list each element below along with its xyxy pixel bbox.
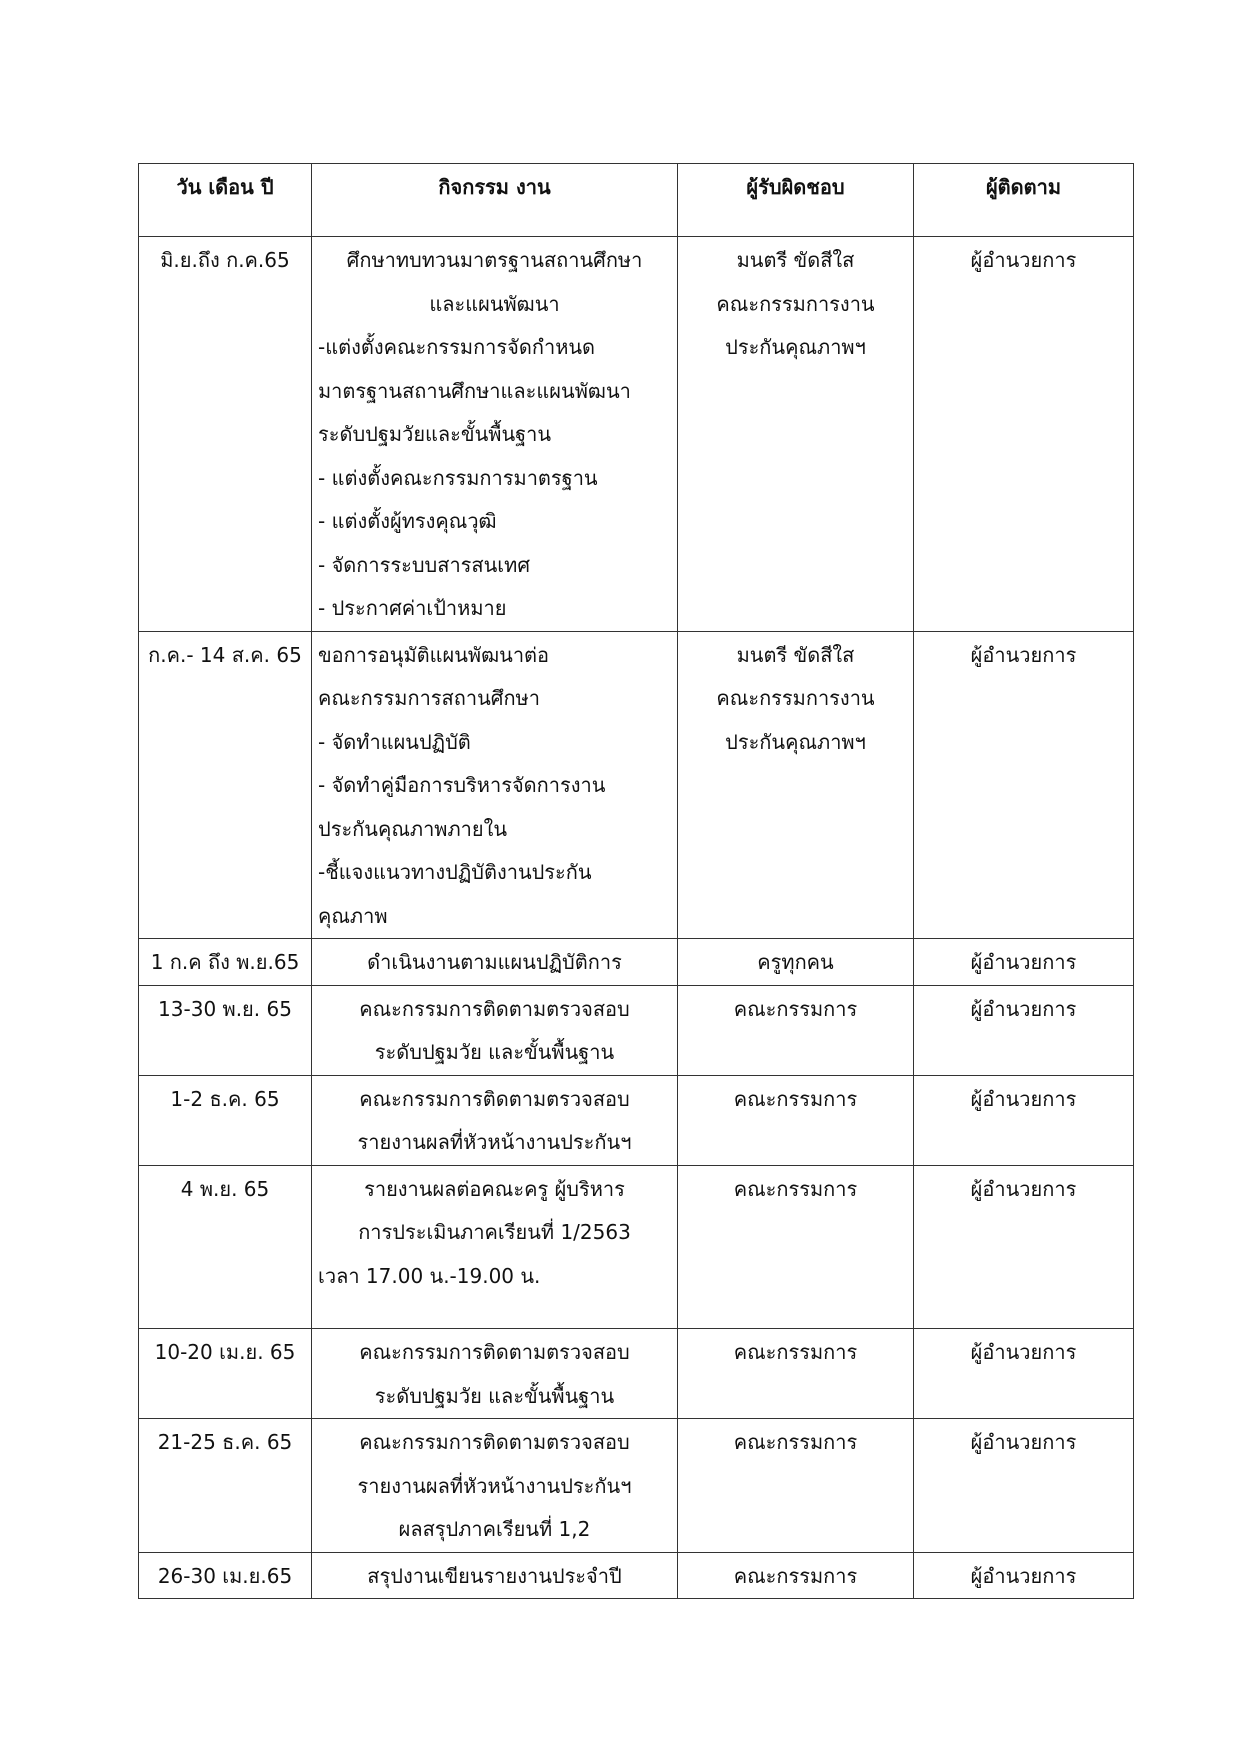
activity-line: คุณภาพ (318, 903, 388, 928)
activity-line: ขอการอนุมัติแผนพัฒนาต่อ (318, 642, 550, 667)
cell-responsible (678, 1552, 914, 1599)
responsible-line: ครูทุกคน (757, 950, 834, 974)
table-row (139, 985, 1134, 1075)
activity-line: ระดับปฐมวัย และขั้นพื้นฐาน (374, 1383, 615, 1408)
activity-line: ศึกษาทบทวนมาตรฐานสถานศึกษา (346, 248, 643, 272)
cell-follower: ผู้อำนวยการ (914, 1419, 1134, 1553)
activity-line: ผลสรุปภาคเรียนที่ 1,2 (398, 1517, 591, 1541)
responsible-line: คณะกรรมการ (733, 1176, 858, 1201)
cell-follower: ผู้อำนวยการ (914, 631, 1134, 939)
cell-date: ก.ค.- 14 ส.ค. 65 (139, 631, 312, 939)
header-date: วัน เดือน ปี (139, 164, 312, 237)
cell-responsible (678, 1329, 914, 1419)
responsible-line: คณะกรรมการงาน (716, 686, 875, 710)
cell-activity (312, 1552, 678, 1599)
activity-line: คณะกรรมการสถานศึกษา (318, 686, 540, 710)
responsible-line: มนตรี ขัดสีใส (736, 642, 855, 667)
activity-line: ระดับปฐมวัย และขั้นพื้นฐาน (374, 1040, 615, 1064)
table-row (139, 1552, 1134, 1599)
table-row (139, 1419, 1134, 1553)
cell-responsible (678, 631, 914, 939)
header-responsible: ผู้รับผิดชอบ (678, 164, 914, 237)
cell-activity (312, 1075, 678, 1165)
cell-date: 10-20 เม.ย. 65 (139, 1329, 312, 1419)
responsible-line: คณะกรรมการ (733, 996, 858, 1021)
table-row (139, 1329, 1134, 1419)
cell-date: 1 ก.ค ถึง พ.ย.65 (139, 939, 312, 986)
activity-line: รายงานผลต่อคณะครู ผู้บริหาร (364, 1176, 625, 1201)
activity-line: - จัดทำคู่มือการบริหารจัดการงาน (318, 773, 606, 797)
cell-activity (312, 1165, 678, 1329)
cell-date: มิ.ย.ถึง ก.ค.65 (139, 237, 312, 632)
table-row (139, 237, 1134, 632)
cell-activity (312, 939, 678, 986)
activity-line: -แต่งตั้งคณะกรรมการจัดกำหนด (318, 335, 596, 359)
cell-responsible (678, 939, 914, 986)
cell-date: 21-25 ธ.ค. 65 (139, 1419, 312, 1553)
activity-line: - ประกาศค่าเป้าหมาย (318, 596, 507, 620)
activity-line: - จัดทำแผนปฏิบัติ (318, 729, 471, 754)
activity-line: - แต่งตั้งผู้ทรงคุณวุฒิ (318, 509, 497, 533)
table-row (139, 631, 1134, 939)
activity-line: เวลา 17.00 น.-19.00 น. (318, 1263, 541, 1288)
responsible-line: คณะกรรมการ (733, 1340, 858, 1364)
responsible-line: ประกันคุณภาพฯ (725, 335, 866, 359)
activity-line: -ชี้แจงแนวทางปฏิบัติงานประกัน (318, 860, 592, 884)
activity-line: รายงานผลที่หัวหน้างานประกันฯ (357, 1473, 632, 1498)
header-follower: ผู้ติดตาม (914, 164, 1134, 237)
activity-line: ดำเนินงานตามแผนปฏิบัติการ (367, 950, 622, 974)
cell-activity (312, 985, 678, 1075)
cell-activity (312, 631, 678, 939)
activity-line: - จัดการระบบสารสนเทศ (318, 552, 531, 577)
cell-date: 26-30 เม.ย.65 (139, 1552, 312, 1599)
activity-line: - แต่งตั้งคณะกรรมการมาตรฐาน (318, 465, 598, 490)
activity-line: คณะกรรมการติดตามตรวจสอบ (359, 996, 630, 1021)
cell-responsible (678, 985, 914, 1075)
header-row (139, 164, 1134, 237)
activity-line: คณะกรรมการติดตามตรวจสอบ (359, 1340, 630, 1364)
header-activity: กิจกรรม งาน (312, 164, 678, 237)
cell-follower: ผู้อำนวยการ (914, 1165, 1134, 1329)
cell-follower: ผู้อำนวยการ (914, 1329, 1134, 1419)
cell-follower: ผู้อำนวยการ (914, 237, 1134, 632)
cell-date: 1-2 ธ.ค. 65 (139, 1075, 312, 1165)
responsible-line: คณะกรรมการ (733, 1086, 858, 1111)
activity-line: ประกันคุณภาพภายใน (318, 816, 508, 841)
cell-activity (312, 1329, 678, 1419)
cell-follower: ผู้อำนวยการ (914, 939, 1134, 986)
activity-line: มาตรฐานสถานศึกษาและแผนพัฒนา (318, 378, 631, 403)
cell-activity (312, 1419, 678, 1553)
cell-follower: ผู้อำนวยการ (914, 1075, 1134, 1165)
activity-line: สรุปงานเขียนรายงานประจำปี (367, 1563, 622, 1588)
blank-line (318, 1298, 671, 1328)
cell-responsible (678, 1165, 914, 1329)
cell-date: 13-30 พ.ย. 65 (139, 985, 312, 1075)
cell-responsible (678, 1419, 914, 1553)
table-row (139, 1165, 1134, 1329)
cell-responsible (678, 1075, 914, 1165)
responsible-line: คณะกรรมการ (733, 1430, 858, 1454)
activity-line: การประเมินภาคเรียนที่ 1/2563 (358, 1220, 631, 1244)
activity-line: คณะกรรมการติดตามตรวจสอบ (359, 1430, 630, 1454)
schedule-table (138, 163, 1134, 1599)
cell-activity (312, 237, 678, 632)
cell-follower: ผู้อำนวยการ (914, 985, 1134, 1075)
table-row (139, 939, 1134, 986)
responsible-line: คณะกรรมการงาน (716, 291, 875, 316)
activity-line: และแผนพัฒนา (429, 291, 560, 316)
activity-line: รายงานผลที่หัวหน้างานประกันฯ (357, 1130, 632, 1154)
responsible-line: คณะกรรมการ (733, 1563, 858, 1588)
activity-line: คณะกรรมการติดตามตรวจสอบ (359, 1086, 630, 1111)
responsible-line: มนตรี ขัดสีใส (736, 248, 855, 272)
table-row (139, 1075, 1134, 1165)
cell-follower: ผู้อำนวยการ (914, 1552, 1134, 1599)
activity-line: ระดับปฐมวัยและขั้นพื้นฐาน (318, 422, 552, 446)
cell-responsible (678, 237, 914, 632)
cell-date: 4 พ.ย. 65 (139, 1165, 312, 1329)
responsible-line: ประกันคุณภาพฯ (725, 729, 866, 754)
